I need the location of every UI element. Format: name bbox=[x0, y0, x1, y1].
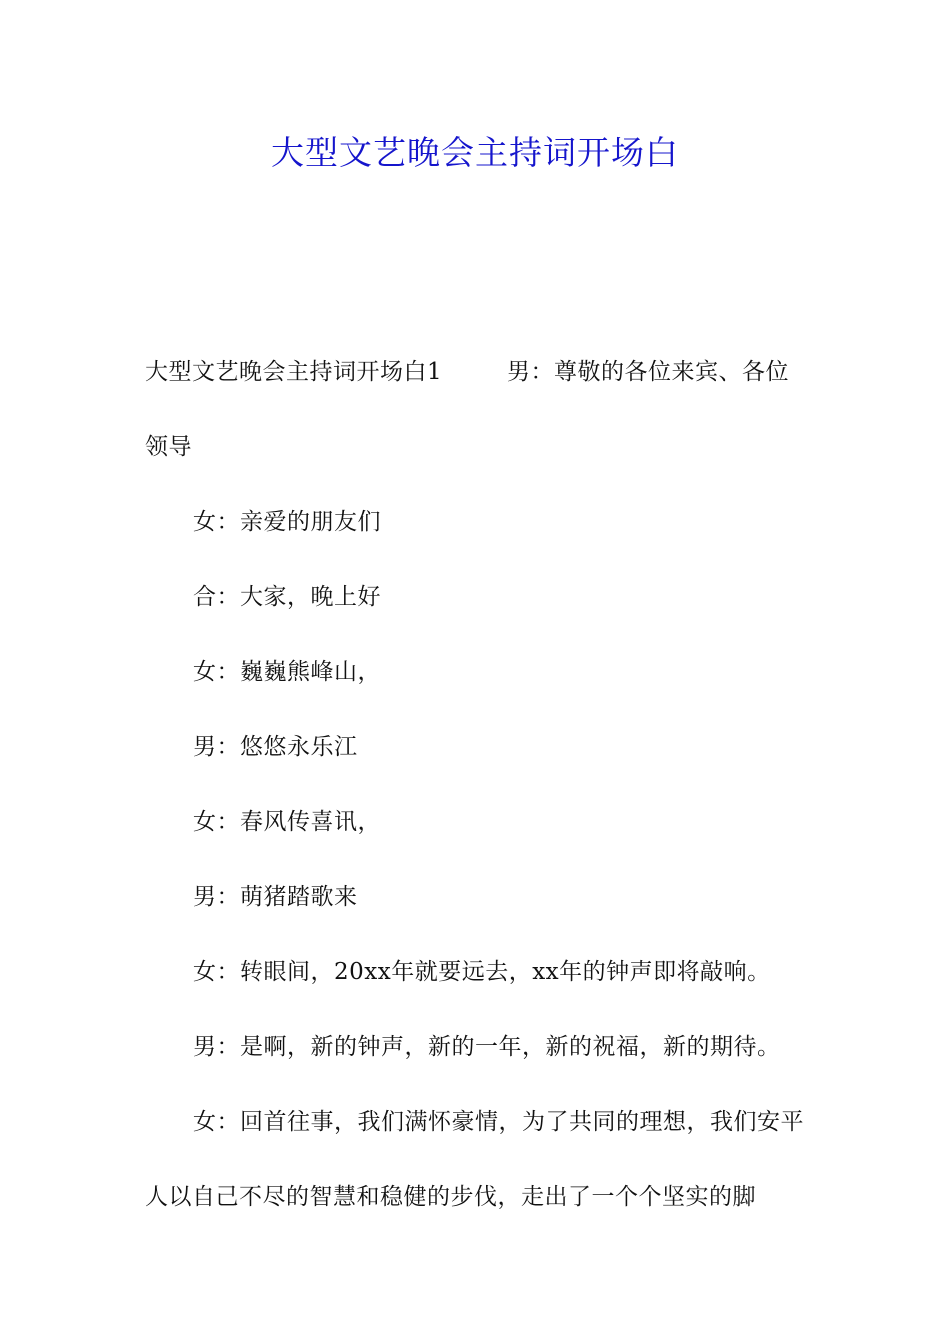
document-title: 大型文艺晚会主持词开场白 bbox=[271, 133, 679, 172]
script-line: 合：大家，晚上好 bbox=[193, 584, 381, 610]
script-line: 女：转眼间，20xx年就要远去，xx年的钟声即将敲响。 bbox=[193, 959, 771, 985]
script-line: 男：悠悠永乐江 bbox=[193, 734, 358, 760]
script-line: 女：巍巍熊峰山， bbox=[193, 659, 381, 685]
script-line: 男：萌猪踏歌来 bbox=[193, 884, 358, 910]
intro-text: 男：尊敬的各位来宾、各位领导 bbox=[145, 359, 789, 460]
intro-paragraph bbox=[145, 335, 810, 485]
script-line: 女：春风传喜讯， bbox=[193, 809, 381, 835]
script-line: 女：回首往事，我们满怀豪情，为了共同的理想，我们安平人以自己不尽的智慧和稳健的步伐，走出了一个个坚实的脚 bbox=[145, 1109, 804, 1210]
script-line: 女：亲爱的朋友们 bbox=[193, 509, 381, 535]
script-line: 男：是啊，新的钟声，新的一年，新的祝福，新的期待。 bbox=[193, 1034, 781, 1060]
document-body bbox=[145, 335, 810, 1235]
intro-heading: 大型文艺晚会主持词开场白1 bbox=[145, 359, 443, 385]
